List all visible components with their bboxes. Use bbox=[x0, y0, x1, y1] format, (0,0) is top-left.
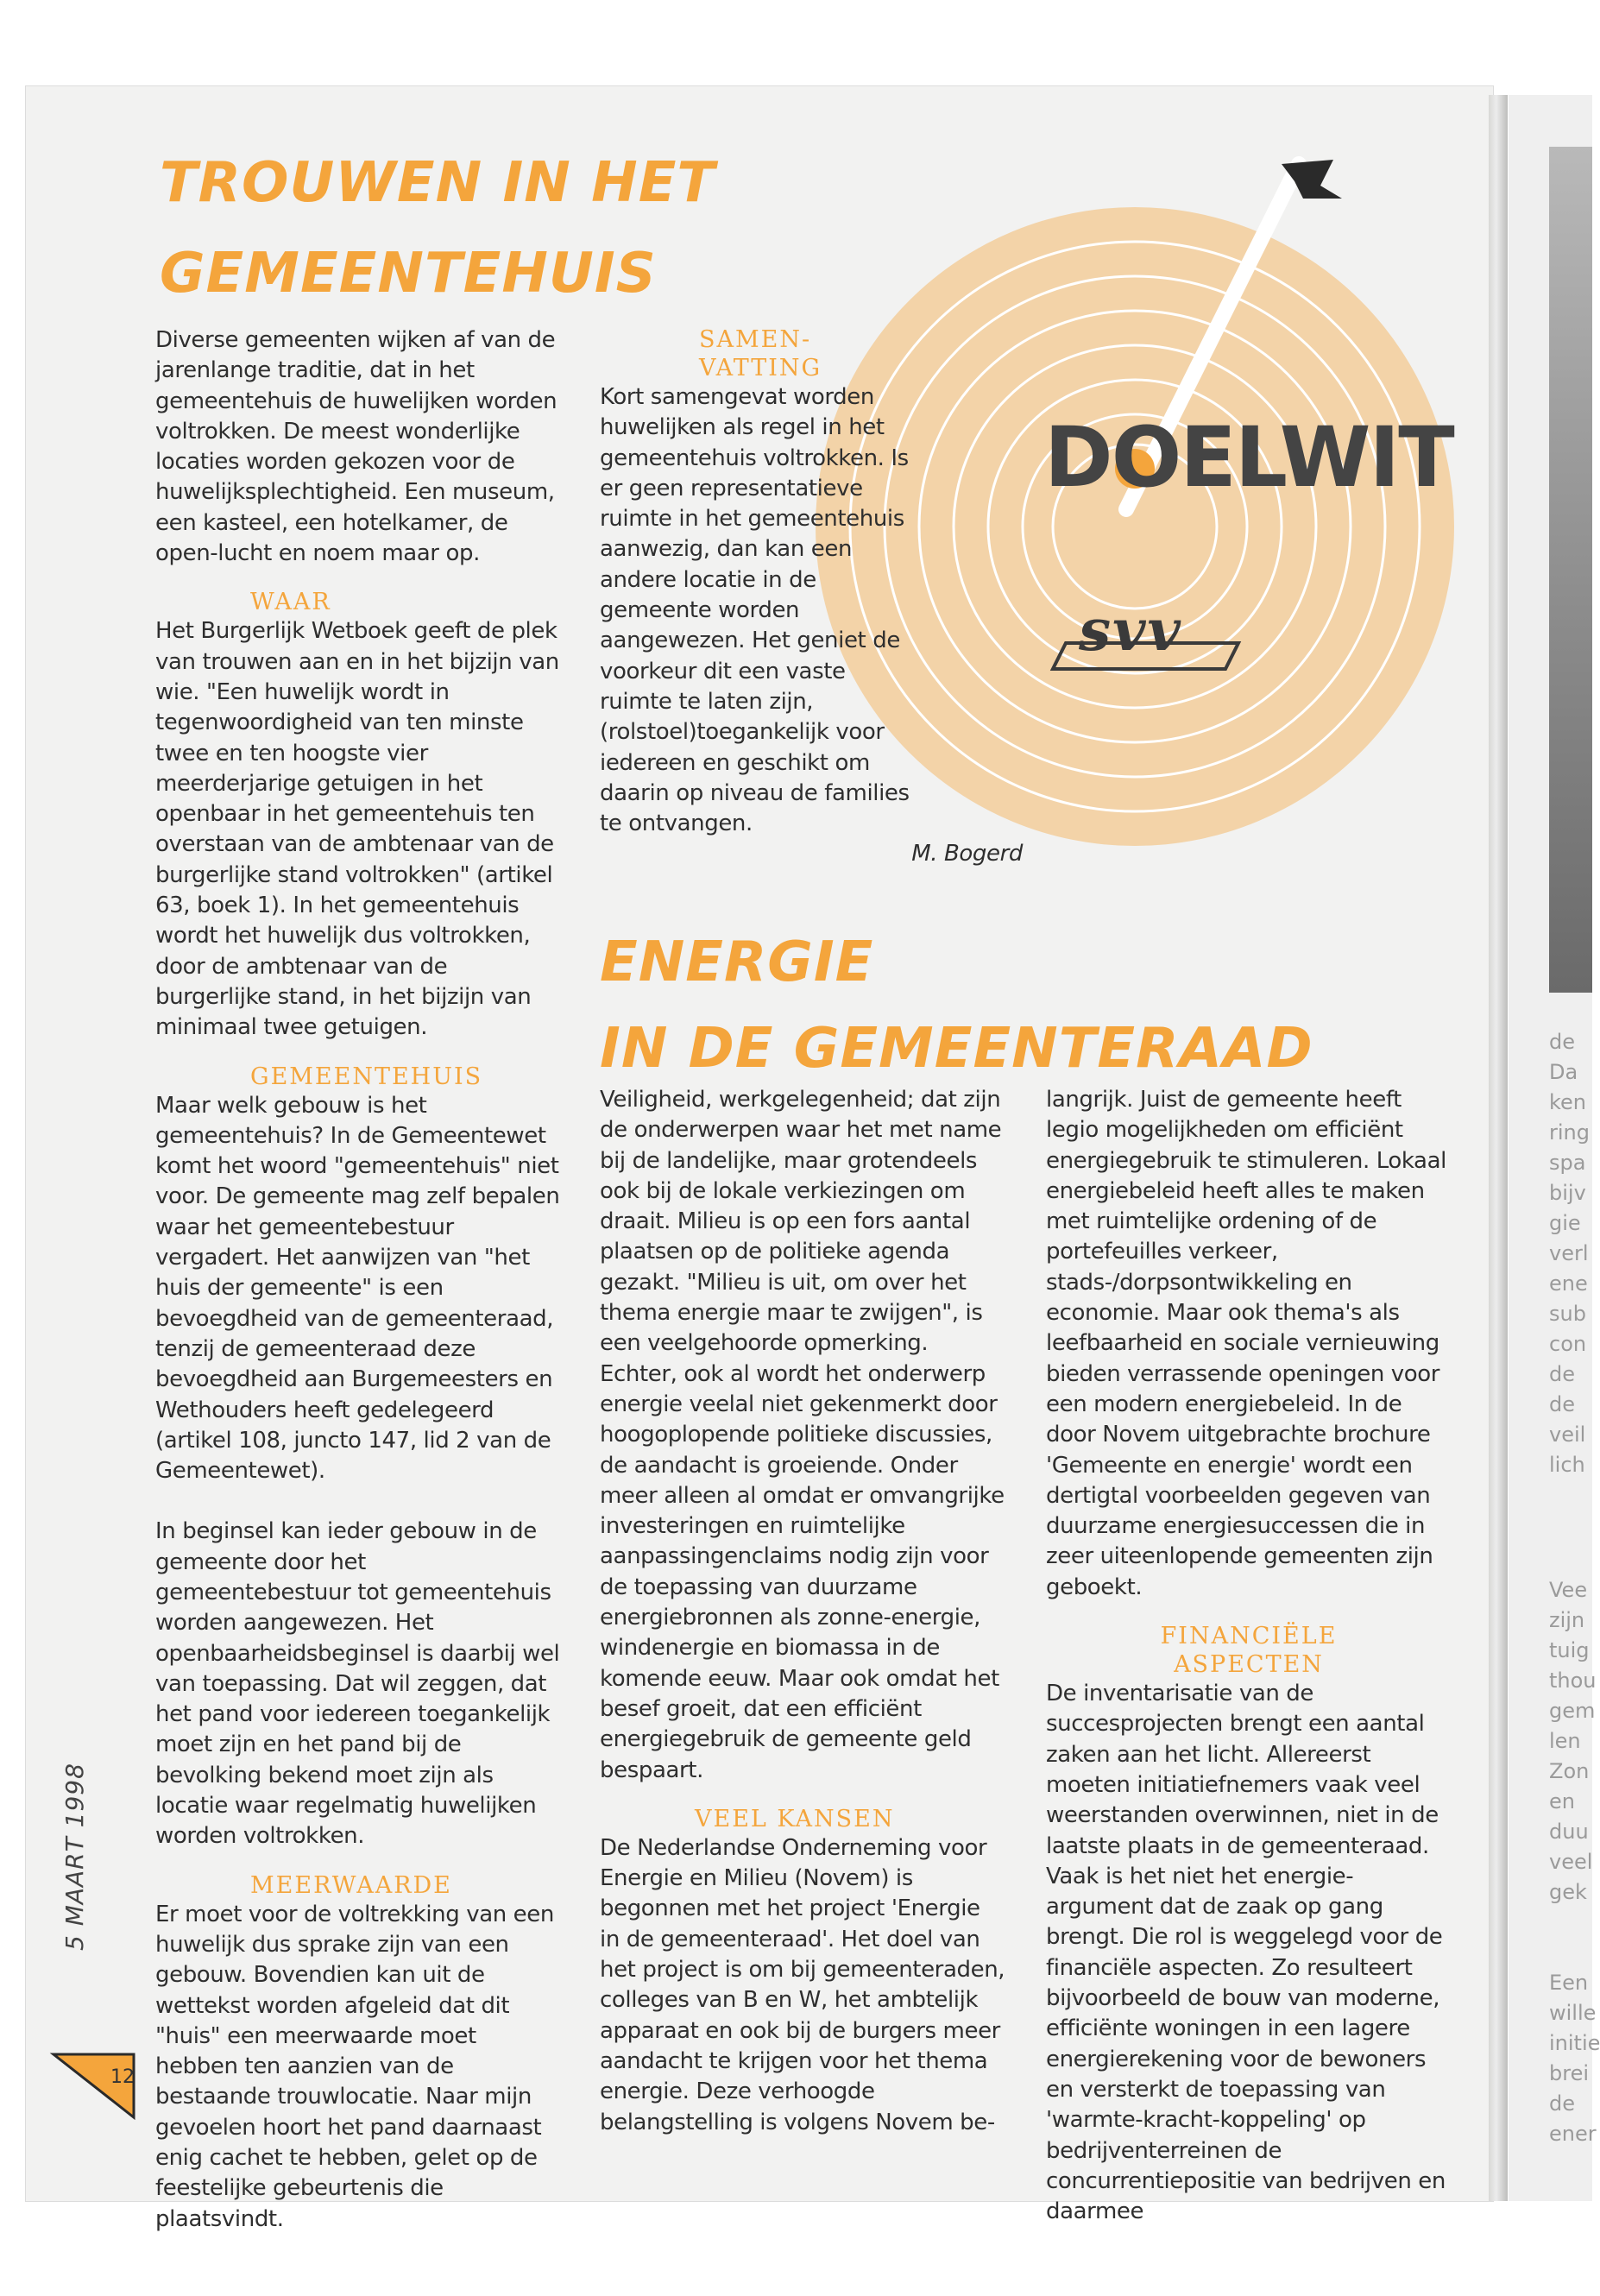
waar-paragraph: Het Burgerlijk Wetboek geeft de plek van trouwen aan en in het bijzijn van wie. "Een huwelijk wordt in tegenwoordigheid van ten minste twee en ten hoogste vier meerderjarige getuigen in het openbaar in het gemeentehuis ten overstaan van de ambtenaar van de burgerlijke stand voltrokken" (artikel 63, boek 1). In het gemeentehuis wordt het huwelijk dus voltrokken, door de ambtenaar van de burgerlijke stand, in het bijzijn van minimaal twee getuigen. bbox=[155, 618, 559, 1041]
gemeentehuis-paragraph: Maar welk gebouw is het gemeentehuis? In de Gemeentewet komt het woord "gemeentehuis" niet voor. De gemeente mag zelf bepalen waar het gemeentebestuur vergadert. Het aanwijzen van "het huis der gemeente" is een bevoegdheid van de gemeenteraad, tenzij de gemeenteraad deze bevoegdheid aan Burgemeesters en Wethouders heeft gedelegeerd (artikel 108, juncto 147, lid 2 van de Gemeentewet). bbox=[155, 1092, 560, 1485]
subheading-samenvatting bbox=[600, 325, 1023, 382]
subheading-financiele-aspecten bbox=[1046, 1622, 1357, 1679]
energie-paragraph: langrijk. Juist de gemeente heeft legio mogelijkheden om efficiënt energiegebruik te stimuleren. Lokaal energiebeleid heeft alles te maken met ruimtelijke ordening of de portefeuilles verkeer, stads-/dorpsontwikkeling en economie. Maar ook thema's als leefbaarheid en sociale vernieuwing bieden verrassende openingen voor een modern energiebeleid. In de door Novem uitgebrachte brochure 'Gemeente en energie' wordt een dertigtal voorbeelden gegeven van duurzame energiesuccessen die in zeer uiteenlopende gemeenten zijn geboekt. bbox=[1046, 1087, 1446, 1600]
column-4 bbox=[1046, 1085, 1452, 2227]
subheading-veel-kansen: VEEL KANSEN bbox=[695, 1805, 895, 1832]
column-2-samenvatting bbox=[600, 325, 1023, 870]
title-line: ENERGIE bbox=[600, 930, 874, 994]
next-page-text-fragment: de Da ken ring spa bijv gie verl ene sub con de de veil lich bbox=[1549, 1030, 1590, 1477]
subheading-meerwaarde: MEERWAARDE bbox=[250, 1871, 452, 1899]
column-1 bbox=[155, 325, 563, 2235]
next-page-text-fragment: Een wille initie brei de ener bbox=[1549, 1971, 1600, 2146]
next-page-text-fragment: Vee zijn tuig thou gem len Zon en duu veel gek bbox=[1549, 1578, 1597, 1904]
intro-paragraph: Diverse gemeenten wijken af van de jarenlange traditie, dat in het gemeentehuis de huwelijken worden voltrokken. De meest wonderlijke locaties worden gekozen voor de huwelijksplechtigheid. Een museum, een kasteel, een hotelkamer, de open-lucht en noem maar op. bbox=[155, 327, 557, 567]
article-title-energie bbox=[600, 919, 1313, 1092]
logo-wordmark: DOELWIT bbox=[1044, 409, 1453, 506]
subheading-line: FINANCIËLE bbox=[1160, 1623, 1338, 1650]
title-line: GEMEENTEHUIS bbox=[160, 242, 657, 306]
issue-date: 5 MAART 1998 bbox=[60, 1763, 89, 1951]
subheading-waar: WAAR bbox=[250, 589, 331, 616]
column-3 bbox=[600, 1085, 1005, 2138]
next-page-photo bbox=[1549, 147, 1592, 993]
title-line: TROUWEN IN HET bbox=[160, 151, 716, 215]
energie-paragraph: Veiligheid, werkgelegenheid; dat zijn de onderwerpen waar het met name bij de landelijke, maar grotendeels ook bij de lokale verkiezingen om draait. Milieu is op een fors aantal plaatsen op de politieke agenda gezakt. "Milieu is uit, om over het thema energie maar te zwijgen", is een veelgehoorde opmerking. bbox=[600, 1087, 1002, 1357]
gemeentehuis-paragraph: In beginsel kan ieder gebouw in de gemeente door het gemeentebestuur tot gemeentehuis worden aangewezen. Het openbaarheidsbeginsel is daarbij wel van toepassing. Dat wil zeggen, dat het pand voor iedereen toegankelijk moet zijn en het pand bij de bevolking bekend moet zijn als locatie waar regelmatig huwelijken worden voltrokken. bbox=[155, 1518, 560, 1850]
author-signature: M. Bogerd bbox=[911, 841, 1023, 867]
subheading-line: SAMEN- bbox=[699, 326, 812, 353]
energie-paragraph: Echter, ook al wordt het onderwerp energie veelal niet gekenmerkt door hoogoplopende politieke discussies, de aandacht is groeiende. Onder meer alleen al omdat er omvangrijke investeringen en ruimtelijke aanpassingenclaims nodig zijn voor de toepassing van duurzame energiebronnen als zonne-energie, windenergie en biomassa in de komende eeuw. Maar ook omdat het besef groeit, dat een efficiënt energiegebruik de gemeente geld bespaart. bbox=[600, 1360, 1005, 1783]
logo-brand: svv bbox=[1079, 596, 1182, 664]
kansen-paragraph: De Nederlandse Onderneming voor Energie en Milieu (Novem) is begonnen met het project 'Energie in de gemeenteraad'. Het doel van het project is om bij gemeenteraden, colleges van B en W, het ambtelijk apparaat en ook bij de burgers meer aandacht te krijgen voor het thema energie. Deze verhoogde belangstelling is volgens Novem be- bbox=[600, 1834, 1005, 2135]
financieel-paragraph: De inventarisatie van de succesprojecten brengt een aantal zaken aan het licht. Allereerst moeten initiatiefnemers vaak veel weerstanden overwinnen, niet in de laatste plaats in de gemeenteraad. Vaak is het niet het energie-argument dat de zaak op gang brengt. Die rol is weggelegd voor de financiële aspecten. Zo resulteert bijvoorbeeld de bouw van moderne, efficiënte woningen in een lagere energierekening voor de bewoners en versterkt de toepassing van 'warmte-kracht-koppeling' op bedrijventerreinen de concurrentiepositie van bedrijven en daarmee bbox=[1046, 1681, 1446, 2225]
article-title-trouwen bbox=[160, 138, 715, 319]
meerwaarde-paragraph: Er moet voor de voltrekking van een huwelijk dus sprake zijn van een gebouw. Bovendien kan uit de wettekst worden afgeleid dat dit "huis" een meerwaarde moet hebben ten aanzien van de bestaande trouwlocatie. Naar mijn gevoelen hoort het pand daarnaast enig cachet te hebben, gelet op de feestelijke gebeurtenis die plaatsvindt. bbox=[155, 1901, 554, 2232]
page-binding bbox=[1489, 95, 1508, 2201]
samenvatting-paragraph-narrow: Kort samengevat worden huwelijken als regel in het gemeentehuis voltrokken. Is er geen representatieve ruimte in het gemeentehuis aanwezig, dan kan een andere locatie in de gemeente worden aangewezen. Het geniet de voorkeur dit een vaste ruimte te laten zijn, (rolstoel)toegankelijk voor iedereen en geschikt om daarin op niveau de families te ontvangen. bbox=[600, 384, 910, 837]
subheading-line: ASPECTEN bbox=[1174, 1651, 1324, 1679]
page-number: 12 bbox=[110, 2066, 135, 2088]
subheading-line: VATTING bbox=[699, 355, 822, 382]
subheading-gemeentehuis: GEMEENTEHUIS bbox=[250, 1063, 483, 1090]
title-line: IN DE GEMEENTERAAD bbox=[600, 1017, 1313, 1081]
